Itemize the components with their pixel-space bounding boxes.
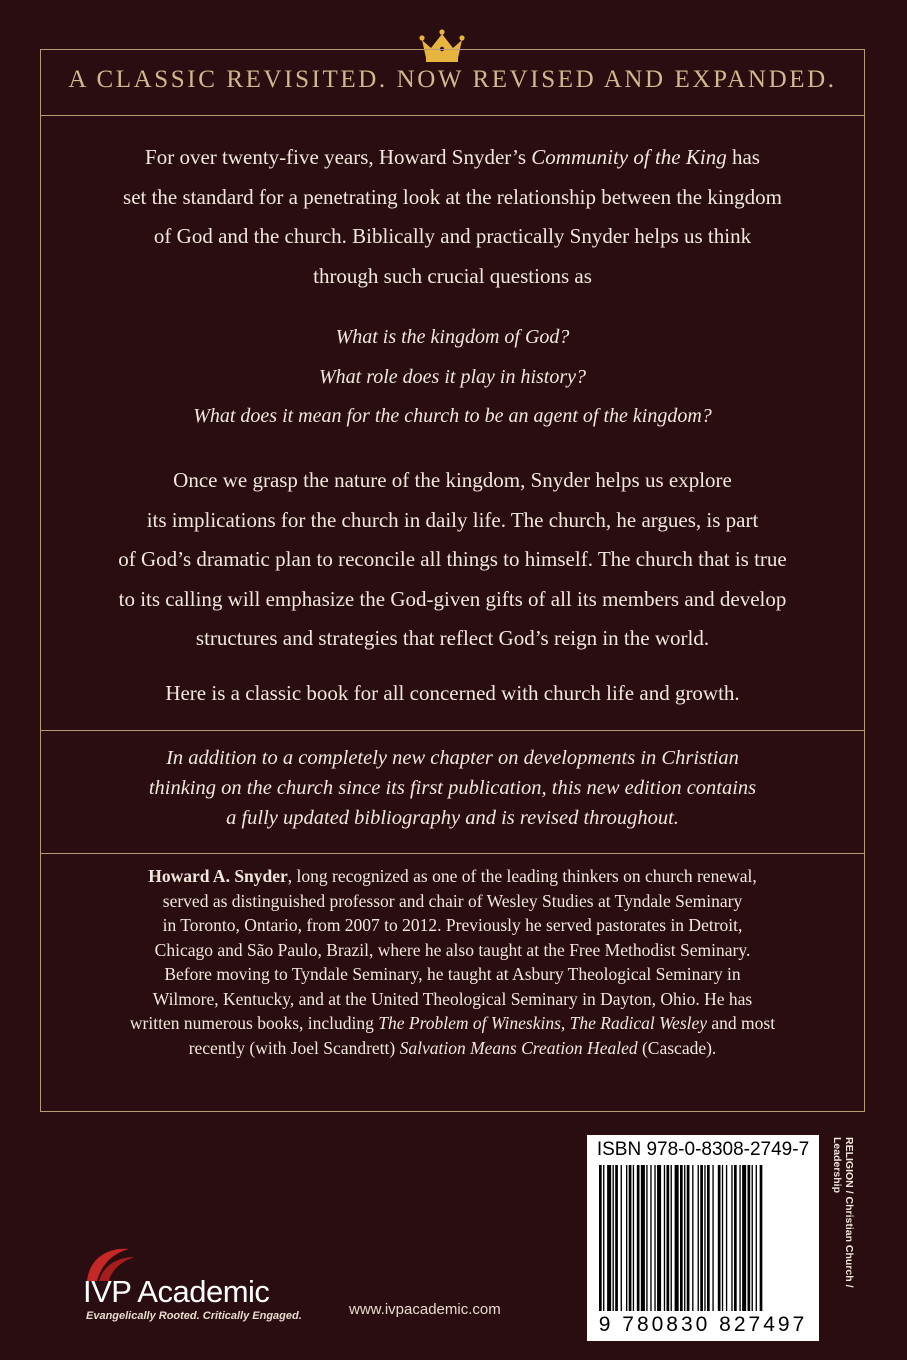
barcode-bar (707, 1165, 710, 1311)
publisher-motto: Evangelically Rooted. Critically Engaged. (86, 1310, 302, 1322)
barcode-bar (756, 1165, 757, 1311)
bio-line: Before moving to Tyndale Seminary, he taught at Asbury Theological Seminary in (164, 964, 741, 984)
book-title: Community of the King (531, 145, 727, 169)
divider-addendum-top (40, 730, 865, 731)
barcode-bar (657, 1165, 661, 1311)
divider-addendum-bottom (40, 853, 865, 854)
bio-line: served as distinguished professor and chair of Wesley Studies at Tyndale Seminary (162, 890, 743, 911)
barcode-bar (700, 1165, 703, 1311)
barcode-bar (731, 1165, 732, 1311)
closing-line (40, 674, 865, 714)
isbn-digits: 9 780830 827497 (598, 1313, 808, 1336)
barcode-bar (603, 1165, 604, 1311)
barcode-bar (718, 1165, 721, 1311)
closing-text: Here is a classic book for all concerned with church life and growth. (165, 681, 740, 705)
barcode-bar (599, 1165, 602, 1311)
intro-line: set the standard for a penetrating look at the relationship between the kingdom (123, 184, 782, 209)
addendum-paragraph (40, 743, 865, 833)
question: What is the kingdom of God? (335, 326, 570, 348)
isbn-label: ISBN 978-0-8308-2749-7 (596, 1139, 810, 1160)
author-bio (40, 864, 865, 1060)
body-line: to its calling will emphasize the God-given gifts of all its members and develop (118, 586, 787, 611)
barcode-bar (671, 1165, 672, 1311)
addendum-line: thinking on the church since its first publication, this new edition contains (148, 777, 757, 799)
barcode-bar (692, 1165, 693, 1311)
barcode-bar (760, 1165, 763, 1311)
barcode-bar (680, 1165, 683, 1311)
barcode-bar (739, 1165, 740, 1311)
barcode-bar (637, 1165, 640, 1311)
barcode-bar (712, 1165, 713, 1311)
question: What does it mean for the church to be an agent of the kingdom? (193, 405, 712, 427)
barcode (587, 1135, 819, 1341)
barcode-bar (752, 1165, 753, 1311)
question: What role does it play in history? (318, 365, 586, 388)
category-label (821, 1137, 855, 1337)
bio-line: Chicago and São Paulo, Brazil, where he also taught at the Free Methodist Seminary. (154, 939, 751, 960)
intro-line: of God and the church. Biblically and practically Snyder helps us think (153, 224, 752, 248)
barcode-bar (629, 1165, 632, 1311)
barcode-bar (615, 1165, 618, 1311)
divider-tagline (40, 115, 865, 116)
publisher-name: IVP Academic (83, 1274, 270, 1309)
barcode-bar (742, 1165, 746, 1311)
bio-line: recently (with Joel Scandrett) Salvation Means Creation Healed (Cascade). (188, 1037, 717, 1058)
intro-paragraph (40, 138, 865, 296)
barcode-bar (675, 1165, 679, 1311)
barcode-bar (667, 1165, 670, 1311)
barcode-bar (650, 1165, 651, 1311)
category-text: RELIGION / Christian Church / Leadership (831, 1137, 855, 1288)
bio-line: Wilmore, Kentucky, and at the United Theological Seminary in Dayton, Ohio. He has (152, 988, 753, 1009)
barcode-bar (646, 1165, 647, 1311)
body-line: Once we grasp the nature of the kingdom, Snyder helps us explore (173, 468, 732, 492)
publisher-website[interactable]: www.ivpacademic.com (349, 1301, 501, 1318)
bio-line: written numerous books, including The Problem of Wineskins, The Radical Wesley and most (129, 1013, 776, 1033)
barcode-bar (626, 1165, 627, 1311)
body-line: its implications for the church in daily life. The church, he argues, is part (146, 507, 759, 532)
intro-line: through such crucial questions as (313, 263, 592, 288)
barcode-bar (704, 1165, 705, 1311)
barcode-bar (654, 1165, 655, 1311)
bio-line: in Toronto, Ontario, from 2007 to 2012. Previously he served pastorates in Detroit, (162, 915, 743, 935)
barcode-bar (633, 1165, 634, 1311)
body-line: of God’s dramatic plan to reconcile all things to himself. The church that is true (118, 547, 787, 571)
barcode-bar (607, 1165, 611, 1311)
author-name: Howard A. Snyder (148, 866, 288, 886)
addendum-line: a fully updated bibliography and is revised throughout. (226, 807, 679, 829)
barcode-bar (722, 1165, 723, 1311)
barcode-bars (599, 1165, 807, 1311)
addendum-line: In addition to a completely new chapter on developments in Christian (166, 747, 739, 769)
book-title: Salvation Means Creation Healed (399, 1037, 638, 1058)
barcode-bar (684, 1165, 685, 1311)
barcode-bar (641, 1165, 645, 1311)
barcode-bar (613, 1165, 614, 1311)
barcode-bar (687, 1165, 690, 1311)
bio-line: Howard A. Snyder, long recognized as one of the leading thinkers on church renewal, (148, 866, 757, 886)
barcode-bar (734, 1165, 737, 1311)
body-line: structures and strategies that reflect God’s reign in the world. (195, 626, 710, 650)
tagline: A CLASSIC REVISITED. NOW REVISED AND EXPANDED. (68, 66, 837, 93)
intro-line: For over twenty-five years, Howard Snyder’s Community of the King has (145, 145, 760, 169)
body-paragraph (40, 461, 865, 659)
barcode-bar (664, 1165, 665, 1311)
barcode-bar (698, 1165, 699, 1311)
questions-list (40, 318, 865, 437)
barcode-bar (621, 1165, 622, 1311)
barcode-bar (726, 1165, 727, 1311)
book-titles: The Problem of Wineskins, The Radical Wesley (378, 1013, 708, 1033)
barcode-bar (748, 1165, 751, 1311)
